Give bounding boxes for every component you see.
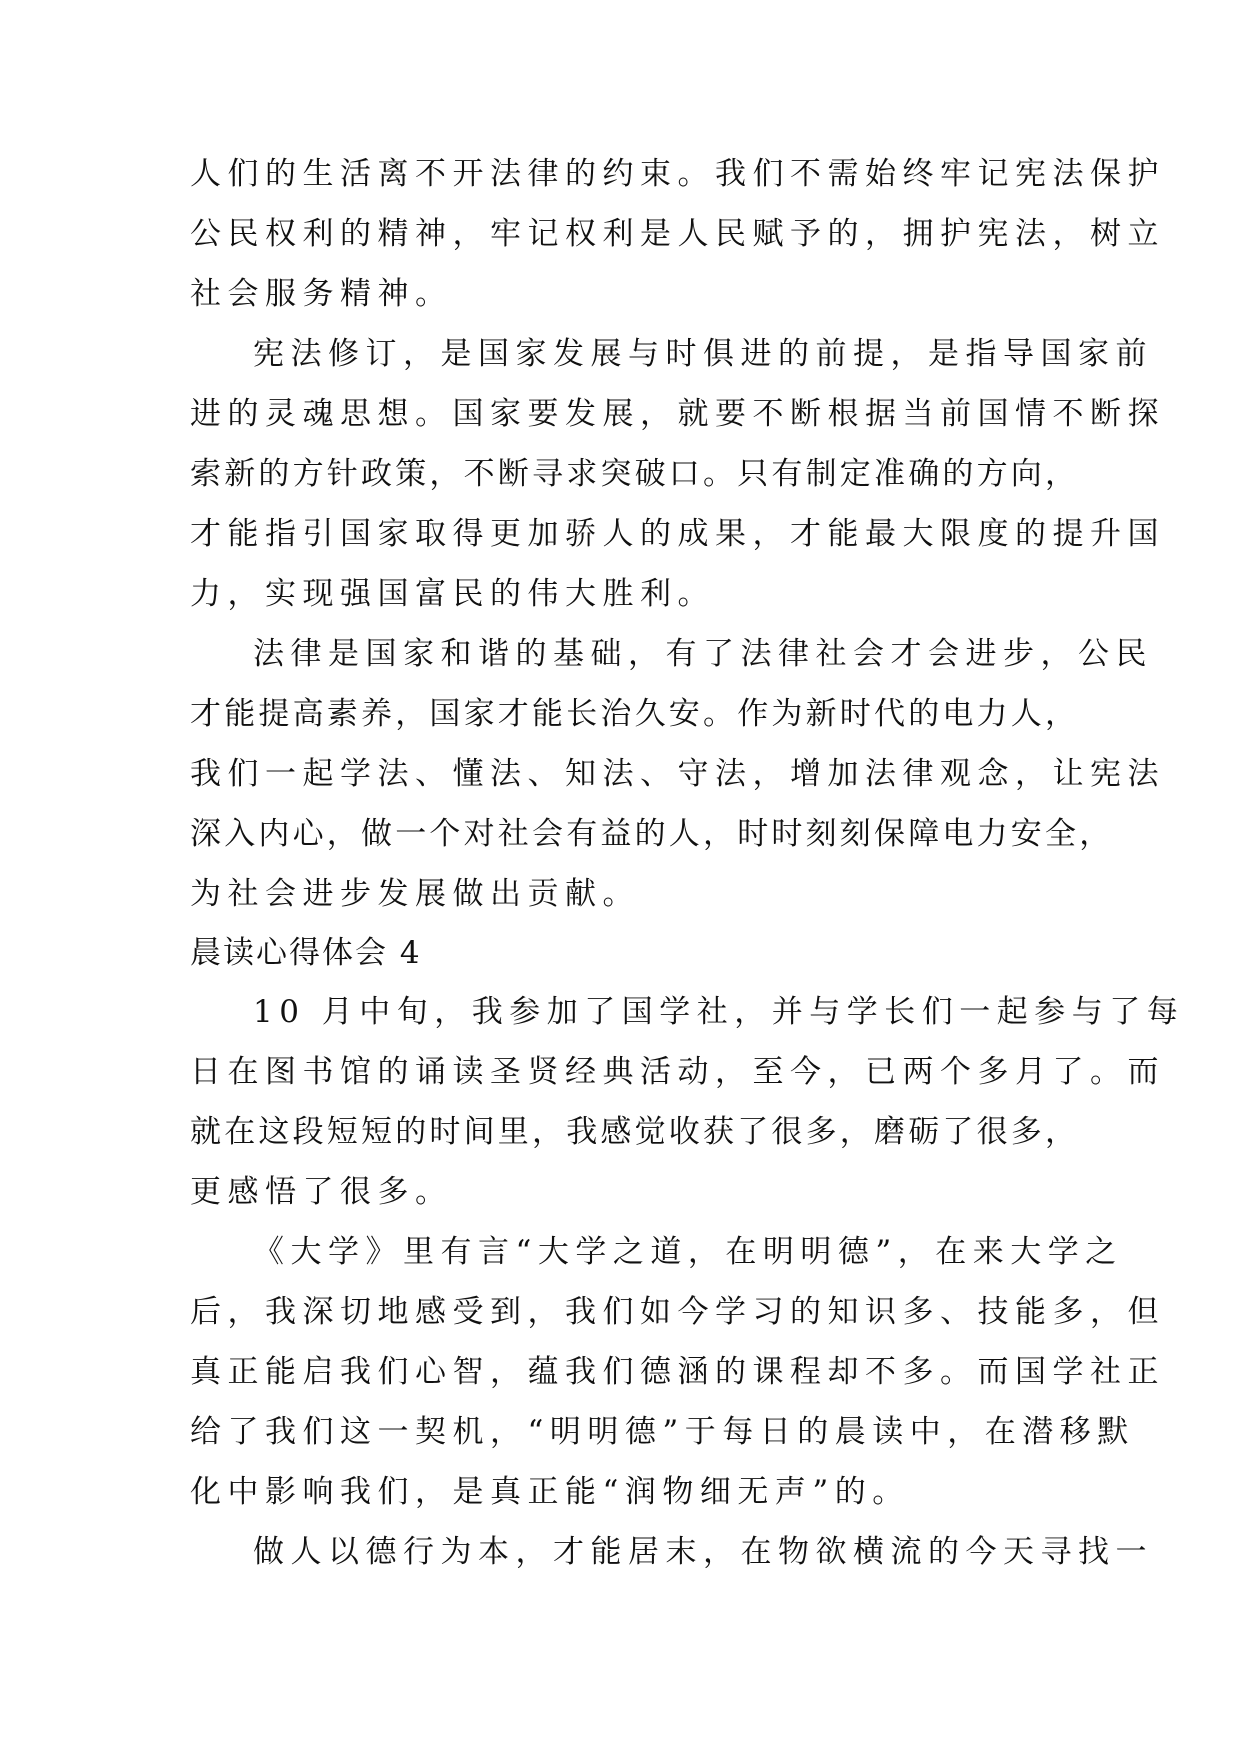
text-line: 真正能启我们心智，蕴我们德涵的课程却不多。而国学社正 [190, 1354, 1165, 1390]
text-line: 宪法修订，是国家发展与时俱进的前提，是指导国家前 [253, 336, 1153, 372]
document-body [190, 144, 1185, 1582]
text-line: 更感悟了很多。 [190, 1174, 453, 1210]
text-line: 公民权利的精神，牢记权利是人民赋予的，拥护宪法，树立 [190, 216, 1165, 252]
text-line: 10 月中旬，我参加了国学社，并与学长们一起参与了每 [253, 994, 1185, 1030]
text-line: 力，实现强国富民的伟大胜利。 [190, 576, 715, 612]
text-line: 做人以德行为本，才能居末，在物欲横流的今天寻找一 [253, 1534, 1153, 1570]
text-line: 才能指引国家取得更加骄人的成果，才能最大限度的提升国 [190, 516, 1165, 552]
text-line: 就在这段短短的时间里，我感觉收获了很多，磨砺了很多， [190, 1114, 1080, 1150]
text-line: 深入内心，做一个对社会有益的人，时时刻刻保障电力安全， [190, 816, 1114, 852]
paragraph [190, 1222, 1165, 1522]
text-line: 才能提高素养，国家才能长治久安。作为新时代的电力人， [190, 696, 1080, 732]
text-line: 社会服务精神。 [190, 276, 453, 312]
paragraph [190, 324, 1165, 624]
text-line: 后，我深切地感受到，我们如今学习的知识多、技能多，但 [190, 1294, 1165, 1330]
text-line: 进的灵魂思想。国家要发展，就要不断根据当前国情不断探 [190, 396, 1165, 432]
paragraph [190, 144, 1165, 324]
text-line: 我们一起学法、懂法、知法、守法，增加法律观念，让宪法 [190, 756, 1165, 792]
paragraph [190, 624, 1165, 924]
section-heading: 晨读心得体会 4 [190, 935, 422, 971]
text-line: 《大学》里有言“大学之道，在明明德”，在来大学之 [253, 1234, 1123, 1270]
text-line: 日在图书馆的诵读圣贤经典活动，至今，已两个多月了。而 [190, 1054, 1165, 1090]
paragraph [190, 1522, 1153, 1582]
text-line: 法律是国家和谐的基础，有了法律社会才会进步，公民 [253, 636, 1153, 672]
text-line: 索新的方针政策，不断寻求突破口。只有制定准确的方向， [190, 456, 1080, 492]
paragraph [190, 982, 1185, 1222]
text-line: 给了我们这一契机，“明明德”于每日的晨读中，在潜移默 [190, 1414, 1135, 1450]
text-line: 化中影响我们，是真正能“润物细无声”的。 [190, 1474, 910, 1510]
text-line: 为社会进步发展做出贡献。 [190, 876, 640, 912]
text-line: 人们的生活离不开法律的约束。我们不需始终牢记宪法保护 [190, 156, 1165, 192]
